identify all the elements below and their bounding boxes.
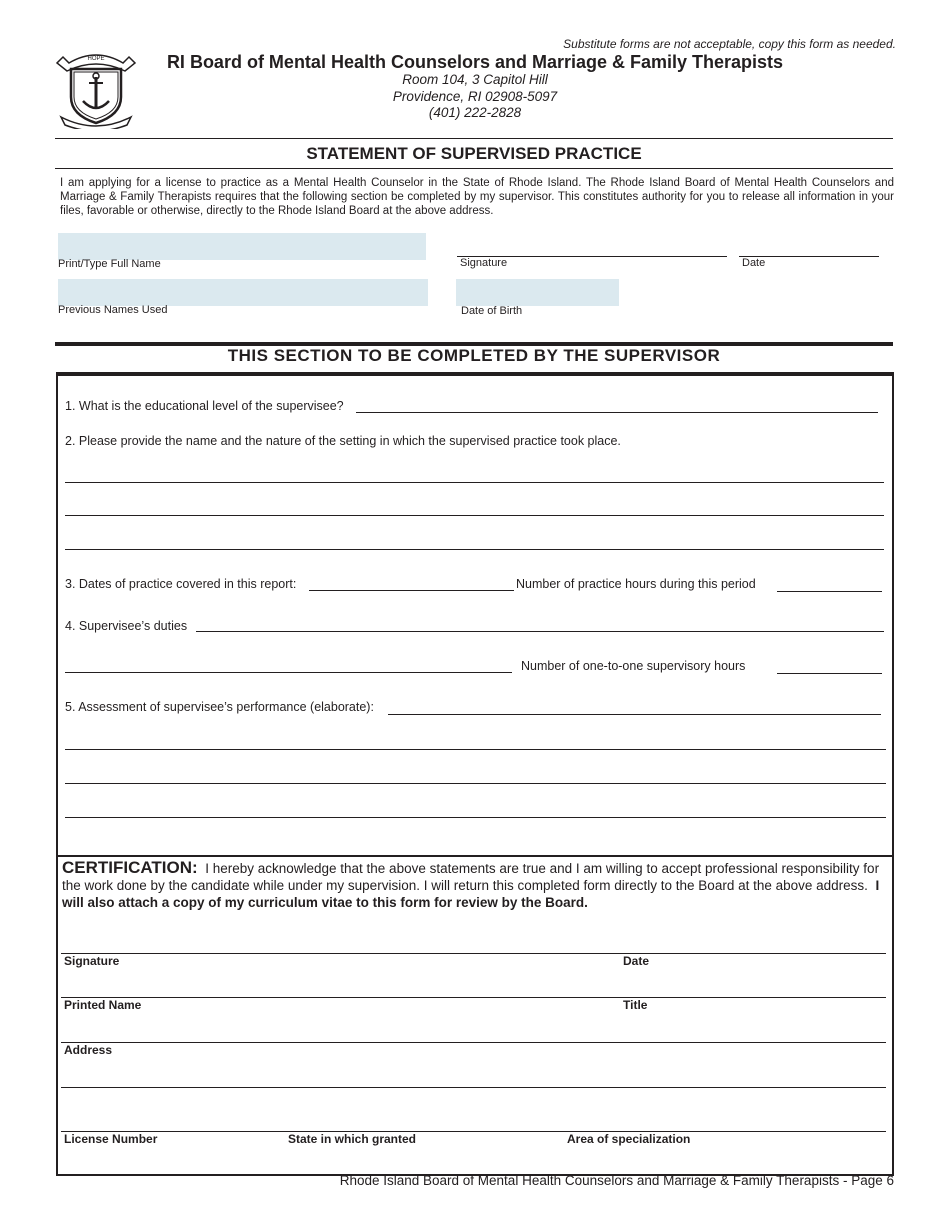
assessment-line-3[interactable] — [65, 783, 886, 784]
assessment-line-1[interactable] — [388, 714, 881, 715]
header-divider — [55, 138, 893, 139]
substitute-notice: Substitute forms are not acceptable, copy this form as needed. — [563, 37, 896, 51]
setting-line-3[interactable] — [65, 549, 884, 550]
title-divider — [55, 168, 893, 169]
duties-line-2[interactable] — [65, 672, 512, 673]
cert-signature-label: Signature — [64, 954, 120, 968]
previous-names-label: Previous Names Used — [58, 304, 168, 316]
assessment-line-4[interactable] — [65, 817, 886, 818]
page-footer: Rhode Island Board of Mental Health Counselors and Marriage & Family Therapists - Page 6 — [339, 1173, 894, 1188]
address-label: Address — [64, 1043, 113, 1057]
full-name-input[interactable] — [58, 233, 426, 260]
question-3: 3. Dates of practice covered in this report: — [65, 577, 297, 591]
address-line-continued[interactable] — [61, 1087, 886, 1088]
certification-heading: CERTIFICATION: — [62, 858, 198, 877]
setting-line-2[interactable] — [65, 515, 884, 516]
supervisory-hours-label: Number of one-to-one supervisory hours — [521, 659, 746, 673]
title-label: Title — [623, 998, 648, 1012]
seal-motto: HOPE — [87, 56, 105, 62]
certification-statement: I hereby acknowledge that the above statements are true and I am willing to accept professional responsibility for the work done by the candidate while under my supervision. I will return this completed form directly to the Board at the above address. — [62, 861, 880, 893]
certification-divider — [56, 855, 894, 857]
certification-text-block — [62, 859, 884, 911]
question-2: 2. Please provide the name and the nature of the setting in which the supervised practice took place. — [65, 434, 621, 448]
address-line-2: Providence, RI 02908-5097 — [392, 89, 558, 104]
supervisor-section-box — [56, 372, 894, 1176]
board-name: RI Board of Mental Health Counselors and Marriage & Family Therapists — [166, 52, 784, 72]
signature-label: Signature — [460, 257, 508, 269]
state-seal-logo — [55, 45, 137, 129]
address-line-1: Room 104, 3 Capitol Hill — [402, 72, 548, 87]
date-label: Date — [742, 257, 766, 269]
area-of-specialization-label: Area of specialization — [567, 1132, 691, 1146]
cert-date-label: Date — [623, 954, 650, 968]
practice-hours-line[interactable] — [777, 591, 882, 592]
license-number-label: License Number — [64, 1132, 158, 1146]
supervisory-hours-line[interactable] — [777, 673, 882, 674]
phone-number: (401) 222-2828 — [428, 105, 522, 120]
date-of-birth-label: Date of Birth — [461, 305, 523, 317]
dates-of-practice-line[interactable] — [309, 590, 514, 591]
practice-hours-label: Number of practice hours during this period — [516, 577, 756, 591]
form-title: STATEMENT OF SUPERVISED PRACTICE — [306, 144, 642, 163]
question-4: 4. Supervisee’s duties — [65, 619, 188, 633]
education-level-line[interactable] — [356, 412, 878, 413]
certification-cv-statement: I will also attach a copy of my curriculum vitae to this form for review by the Board. — [62, 878, 880, 910]
intro-paragraph: I am applying for a license to practice as a Mental Health Counselor in the State of Rhode Island. The Rhode Island Board of Mental Health Counselors and Marriage & Family Therapists requires that the following section be completed by my supervisor. This constitutes authority for you to release all information in your files, favorable or otherwise, directly to the Rhode Island Board at the above address. — [60, 177, 894, 217]
duties-line-1[interactable] — [196, 631, 884, 632]
question-5: 5. Assessment of supervisee’s performance (elaborate): — [65, 700, 374, 714]
previous-names-input[interactable] — [58, 279, 428, 306]
date-of-birth-input[interactable] — [456, 279, 619, 306]
cert-signature-line[interactable] — [61, 953, 886, 954]
setting-line-1[interactable] — [65, 482, 884, 483]
full-name-label: Print/Type Full Name — [58, 258, 161, 270]
license-line[interactable] — [61, 1131, 886, 1132]
state-granted-label: State in which granted — [288, 1132, 417, 1146]
printed-name-line[interactable] — [61, 997, 886, 998]
question-1: 1. What is the educational level of the supervisee? — [65, 399, 344, 413]
printed-name-label: Printed Name — [64, 998, 142, 1012]
address-line[interactable] — [61, 1042, 886, 1043]
assessment-line-2[interactable] — [65, 749, 886, 750]
supervisor-section-heading: THIS SECTION TO BE COMPLETED BY THE SUPERVISOR — [227, 346, 721, 365]
